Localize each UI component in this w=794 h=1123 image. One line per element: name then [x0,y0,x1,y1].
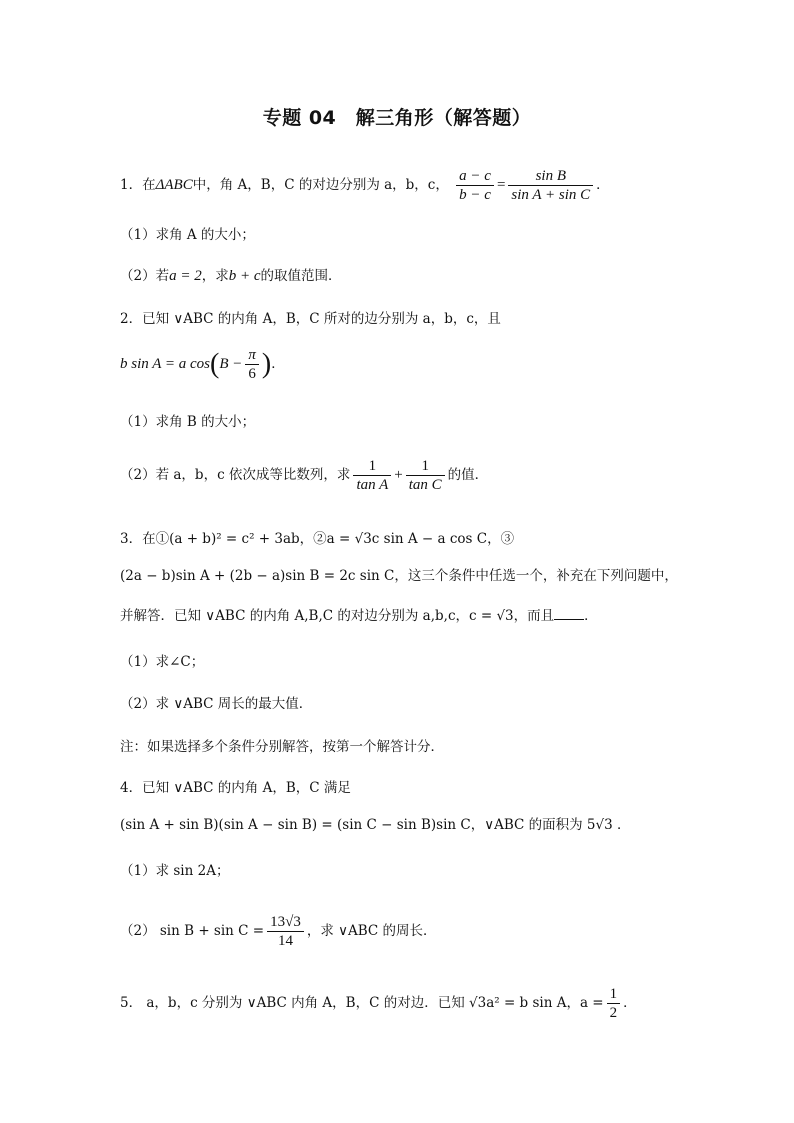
q3-line-3-end: ． [584,608,598,624]
q3-part-1: （1）求∠C； [120,654,205,670]
q2-plus: + [394,467,403,483]
q5-text: 5． a，b，c 分别为 ∨ABC 内角 A，B，C 的对边．已知 √3a² = b sin A，a = [120,995,604,1011]
q1-p2-math-a: a = 2 [169,268,202,284]
q4-frac-numerator: 13√3 [267,913,304,932]
q4-part-2 [120,913,734,950]
q2-pi-numerator: π [245,346,259,365]
q2-frac-a-numerator: 1 [353,457,391,476]
q1-part-2 [120,265,734,287]
q2-fraction-a [353,457,391,494]
q1-prefix: 1．在 [120,177,156,193]
q1-frac2-numerator: sin B [508,167,593,186]
q1-fraction-right [508,167,593,204]
q2-frac-a-denominator: tan A [356,477,389,493]
q2-frac-b-denominator: tan C [408,477,442,493]
q2-frac-b-numerator: 1 [406,457,445,476]
q2-end: ． [271,356,285,372]
q2-p2-end: 的值． [447,467,489,483]
q2-eq-left: b sin A = a cos [120,356,210,372]
q1-p2-text-b: ，求 [201,268,229,284]
q1-p2-text-c: 的取值范围． [260,268,342,284]
q2-p2-text: （2）若 a，b，c 依次成等比数列，求 [120,467,351,483]
q4-p2-text: （2） sin B + sin C = [120,923,265,939]
q1-text: 中，角 A，B，C 的对边分别为 a，b，c， [192,177,449,193]
q2-part-2 [120,457,734,494]
q1-frac1-numerator: a − c [456,167,494,186]
question-5 [120,985,734,1022]
question-4: 4．已知 ∨ABC 的内角 A，B，C 满足 [120,780,351,796]
q4-frac-denominator: 14 [277,933,293,949]
q1-fraction-left [456,167,494,204]
q5-frac-denominator: 2 [609,1005,618,1021]
q2-pi-fraction [245,346,259,383]
q1-p2-math-b: b + c [228,268,261,284]
q1-frac2-denominator: sin A + sin C [511,187,591,203]
question-2: 2．已知 ∨ABC 的内角 A，B，C 所对的边分别为 a，b，c，且 [120,311,501,327]
q4-part-1: （1）求 sin 2A； [120,863,230,879]
q1-p2-text-a: （2）若 [120,268,170,284]
q3-part-2: （2）求 ∨ABC 周长的最大值． [120,696,313,712]
page-title: 专题 04 解三角形（解答题） [262,107,532,129]
q1-end: ． [596,177,610,193]
q3-line-2: (2a − b)sin A + (2b − a)sin B = 2c sin C，这三个条件中任选一个，补充在下列问题中， [120,568,678,584]
q5-fraction [607,985,621,1022]
q2-pi-denominator: 6 [248,366,256,382]
q2-fraction-b [406,457,445,494]
q3-line-3 [120,605,734,627]
q2-eq-inner: B − [219,356,243,372]
q2-right-paren: ) [261,348,272,380]
q5-end: ． [623,995,637,1011]
q4-p2-end: ，求 ∨ABC 的周长． [306,923,437,939]
q4-fraction [267,913,304,950]
q3-note: 注：如果选择多个条件分别解答，按第一个解答计分． [120,739,444,755]
q1-triangle: ΔABC [155,177,193,193]
q2-left-paren: ( [210,348,220,380]
q2-part-1: （1）求角 B 的大小； [120,414,256,430]
question-1 [120,167,734,204]
question-3: 3．在①(a + b)² = c² + 3ab，②a = √3c sin A − a cos C，③ [120,531,515,547]
q1-equals: = [496,177,506,193]
q1-frac1-denominator: b − c [459,187,491,203]
q1-part-1: （1）求角 A 的大小； [120,227,255,243]
q2-equation [120,346,734,383]
q5-frac-numerator: 1 [607,985,621,1004]
q3-line-3-text: 并解答．已知 ∨ABC 的内角 A,B,C 的对边分别为 a,b,c，c = √3，而且 [120,608,555,624]
q4-line-2: (sin A + sin B)(sin A − sin B) = (sin C − sin B)sin C，∨ABC 的面积为 5√3 ． [120,817,631,833]
q3-answer-blank [554,605,584,620]
